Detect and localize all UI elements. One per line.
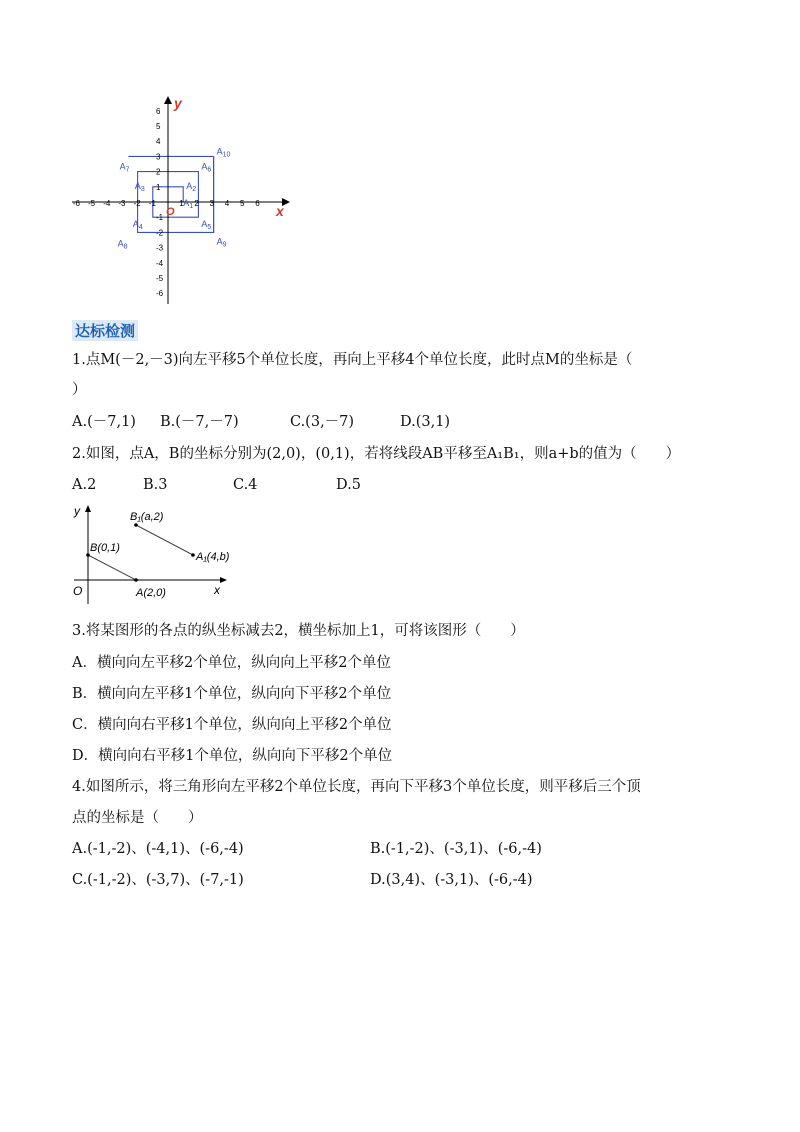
- q4-option-d: D.(3,4)、(-3,1)、(-6,-4): [370, 872, 533, 888]
- x-tick-label: -6: [72, 199, 80, 208]
- y-tick-label: -2: [156, 228, 164, 238]
- y-tick-label: 3: [156, 152, 161, 162]
- q2-option-c: C.4: [233, 477, 258, 493]
- origin-label: O: [166, 206, 175, 218]
- y-tick-label: 5: [156, 122, 161, 131]
- question-4-text-cont: 点的坐标是（ ）: [72, 810, 203, 826]
- label-a: A(2,0): [136, 587, 166, 599]
- point-a: [134, 578, 138, 582]
- fig2-y-label: y: [74, 504, 80, 518]
- q4-option-c: C.(-1,-2)、(-3,7)、(-7,-1): [72, 872, 244, 888]
- q1-option-a: A.(－7,1): [72, 414, 136, 430]
- y-tick-label: -1: [156, 213, 164, 223]
- question-2-text: 2.如图，点A，B的坐标分别为(2,0)，(0,1)，若将线段AB平移至A₁B₁，则a+b的值为（ ）: [72, 446, 681, 462]
- x-tick-label: 4: [224, 199, 230, 208]
- x-tick-label: -2: [133, 199, 141, 208]
- y-axis-label: y: [174, 95, 182, 111]
- point-label-a10: $A_{10}$: [216, 146, 231, 159]
- point-label-a8: $A_8$: [117, 238, 128, 251]
- y-tick-label: -4: [156, 258, 164, 268]
- coordinate-figure-1: [70, 92, 295, 307]
- x-tick-label: 5: [240, 199, 245, 208]
- y-tick-label: -3: [156, 243, 164, 253]
- question-1-text: 1.点M(－2,－3)向左平移5个单位长度，再向上平移4个单位长度，此时点M的坐标是（: [72, 352, 633, 368]
- x-tick-label: 2: [194, 199, 199, 208]
- x-tick-label: 6: [255, 199, 260, 208]
- segment-a1b1: [136, 525, 193, 555]
- q3-option-d: D．横向向右平移1个单位，纵向向下平移2个单位: [72, 748, 393, 764]
- q3-option-a: A．横向向左平移2个单位，纵向向上平移2个单位: [72, 655, 391, 671]
- y-tick-label: 4: [156, 137, 161, 147]
- section-title: 达标检测: [72, 320, 138, 341]
- x-axis-label: x: [276, 203, 284, 219]
- point-label-a2: $A_2$: [186, 180, 197, 193]
- x-tick-label: 1: [179, 199, 184, 208]
- label-a1: A₁(4,b): [196, 551, 230, 563]
- segment-figure-2: [70, 500, 230, 605]
- q1-option-d: D.(3,1): [400, 414, 451, 430]
- q4-option-b: B.(-1,-2)、(-3,1)、(-6,-4): [370, 841, 542, 857]
- x-tick-label: -4: [103, 199, 111, 208]
- y-tick-label: 1: [156, 182, 161, 192]
- q4-option-a: A.(-1,-2)、(-4,1)、(-6,-4): [72, 841, 244, 857]
- q1-option-c: C.(3,－7): [290, 414, 355, 430]
- point-label-a7: $A_7$: [119, 161, 130, 174]
- y-tick-label: 2: [156, 167, 161, 177]
- x-tick-label: -1: [148, 199, 156, 208]
- point-label-a5: $A_5$: [201, 219, 212, 232]
- q2-option-d: D.5: [336, 477, 361, 493]
- point-b1: [134, 523, 138, 527]
- point-label-a4: $A_4$: [132, 219, 143, 232]
- y-tick-label: 6: [156, 106, 161, 116]
- point-label-a9: $A_9$: [216, 236, 227, 249]
- point-label-a1: $A_1$: [183, 198, 194, 210]
- q2-option-b: B.3: [143, 477, 168, 493]
- label-b: B(0,1): [90, 542, 120, 554]
- q2-option-a: A.2: [72, 477, 97, 493]
- q1-option-b: B.(－7,－7): [160, 414, 239, 430]
- question-3-text: 3.将某图形的各点的纵坐标减去2，横坐标加上1，可将该图形（ ）: [72, 623, 525, 639]
- q3-option-c: C．横向向右平移1个单位，纵向向上平移2个单位: [72, 717, 392, 733]
- question-4-text: 4.如图所示，将三角形向左平移2个单位长度，再向下平移3个单位长度，则平移后三个顶: [72, 779, 641, 795]
- label-b1: B₁(a,2): [130, 511, 164, 523]
- segment-ab: [88, 555, 136, 580]
- fig2-origin: O: [73, 584, 83, 598]
- question-1-text-cont: ）: [72, 382, 87, 398]
- point-label-a3: $A_3$: [134, 180, 145, 193]
- y-tick-label: -5: [156, 274, 164, 283]
- x-tick-label: 3: [209, 199, 215, 208]
- y-tick-label: -6: [156, 289, 164, 299]
- point-a1: [191, 553, 195, 557]
- q3-option-b: B．横向向左平移1个单位，纵向向下平移2个单位: [72, 686, 392, 702]
- fig2-x-label: x: [214, 583, 220, 597]
- x-tick-label: -5: [88, 199, 96, 208]
- point-label-a6: $A_6$: [201, 161, 212, 174]
- x-tick-label: -3: [118, 199, 126, 208]
